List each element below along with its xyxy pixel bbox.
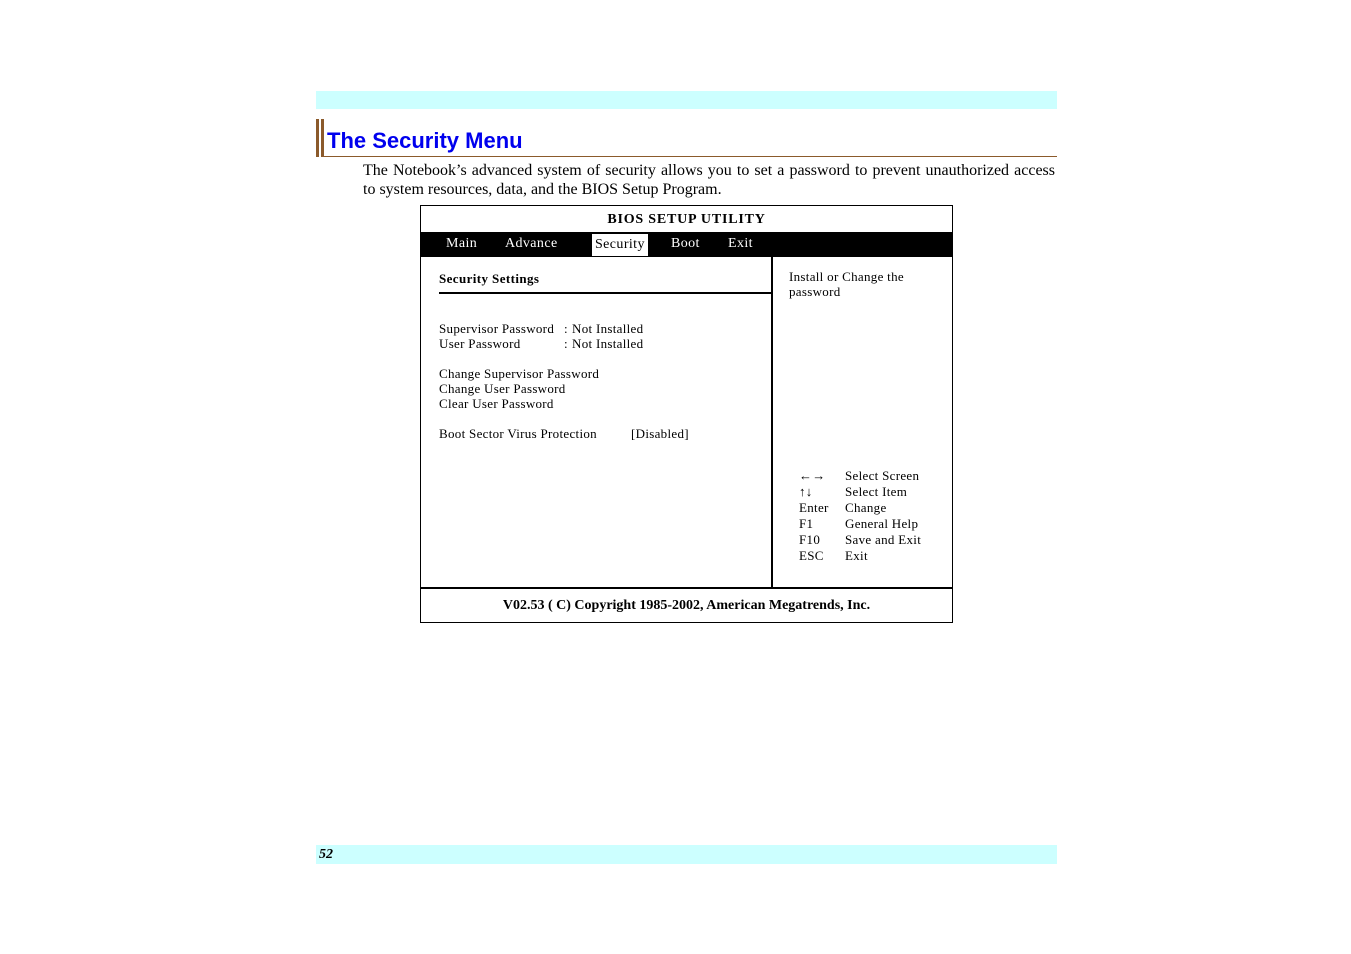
boot-sector-label: Boot Sector Virus Protection [439, 426, 597, 441]
key-desc: General Help [845, 516, 919, 531]
menu-tab-boot[interactable]: Boot [671, 236, 700, 251]
bios-title: BIOS SETUP UTILITY [607, 212, 766, 227]
key-desc: Save and Exit [845, 532, 922, 547]
key-desc: Select Screen [845, 468, 920, 483]
bios-setup-screen [420, 205, 953, 623]
change-user-password[interactable]: Change User Password [439, 381, 566, 396]
up-down-arrow-icon: ↑↓ [799, 484, 813, 499]
supervisor-password-status [439, 321, 644, 337]
change-supervisor-password[interactable]: Change Supervisor Password [439, 366, 600, 381]
user-password-value: Not Installed [572, 336, 644, 351]
heading-accent-bar [316, 119, 324, 157]
boot-sector-value[interactable]: [Disabled] [631, 426, 689, 441]
pane-divider [771, 257, 773, 588]
key-name: F1 [799, 516, 814, 531]
bottom-band [316, 845, 1057, 864]
menu-tab-security[interactable]: Security [592, 234, 648, 256]
section-rule [439, 292, 772, 294]
bios-menubar [421, 232, 952, 257]
menu-tab-advance[interactable]: Advance [505, 236, 558, 251]
user-password-status [439, 336, 644, 352]
settings-pane [421, 257, 771, 588]
key-desc: Change [845, 500, 887, 515]
user-password-sep: : [564, 336, 568, 351]
page-number: 52 [319, 847, 333, 862]
supervisor-password-sep: : [564, 321, 568, 336]
menu-tab-exit[interactable]: Exit [728, 236, 753, 251]
key-name: F10 [799, 532, 821, 547]
user-password-label: User Password [439, 336, 521, 351]
clear-user-password[interactable]: Clear User Password [439, 396, 554, 411]
section-title: Security Settings [439, 271, 540, 286]
menu-tab-main[interactable]: Main [446, 236, 478, 251]
key-name: ESC [799, 548, 824, 563]
heading-rule [324, 156, 1057, 157]
bios-copyright-footer: V02.53 ( C) Copyright 1985-2002, American Megatrends, Inc. [502, 598, 871, 613]
boot-sector-virus-protection[interactable] [439, 426, 689, 442]
key-desc: Select Item [845, 484, 908, 499]
supervisor-password-value: Not Installed [572, 321, 644, 336]
key-desc: Exit [845, 548, 868, 563]
left-right-arrow-icon: ←→ [799, 468, 826, 483]
key-name: Enter [799, 500, 829, 515]
page-title: The Security Menu [327, 128, 523, 153]
intro-paragraph: The Notebook’s advanced system of security allows you to set a password to prevent unauthorized access to system resources, data, and the BIOS Setup Program. [363, 162, 1055, 198]
help-text: Install or Change the password [789, 269, 904, 299]
top-band [316, 91, 1057, 109]
supervisor-password-label: Supervisor Password [439, 321, 555, 336]
